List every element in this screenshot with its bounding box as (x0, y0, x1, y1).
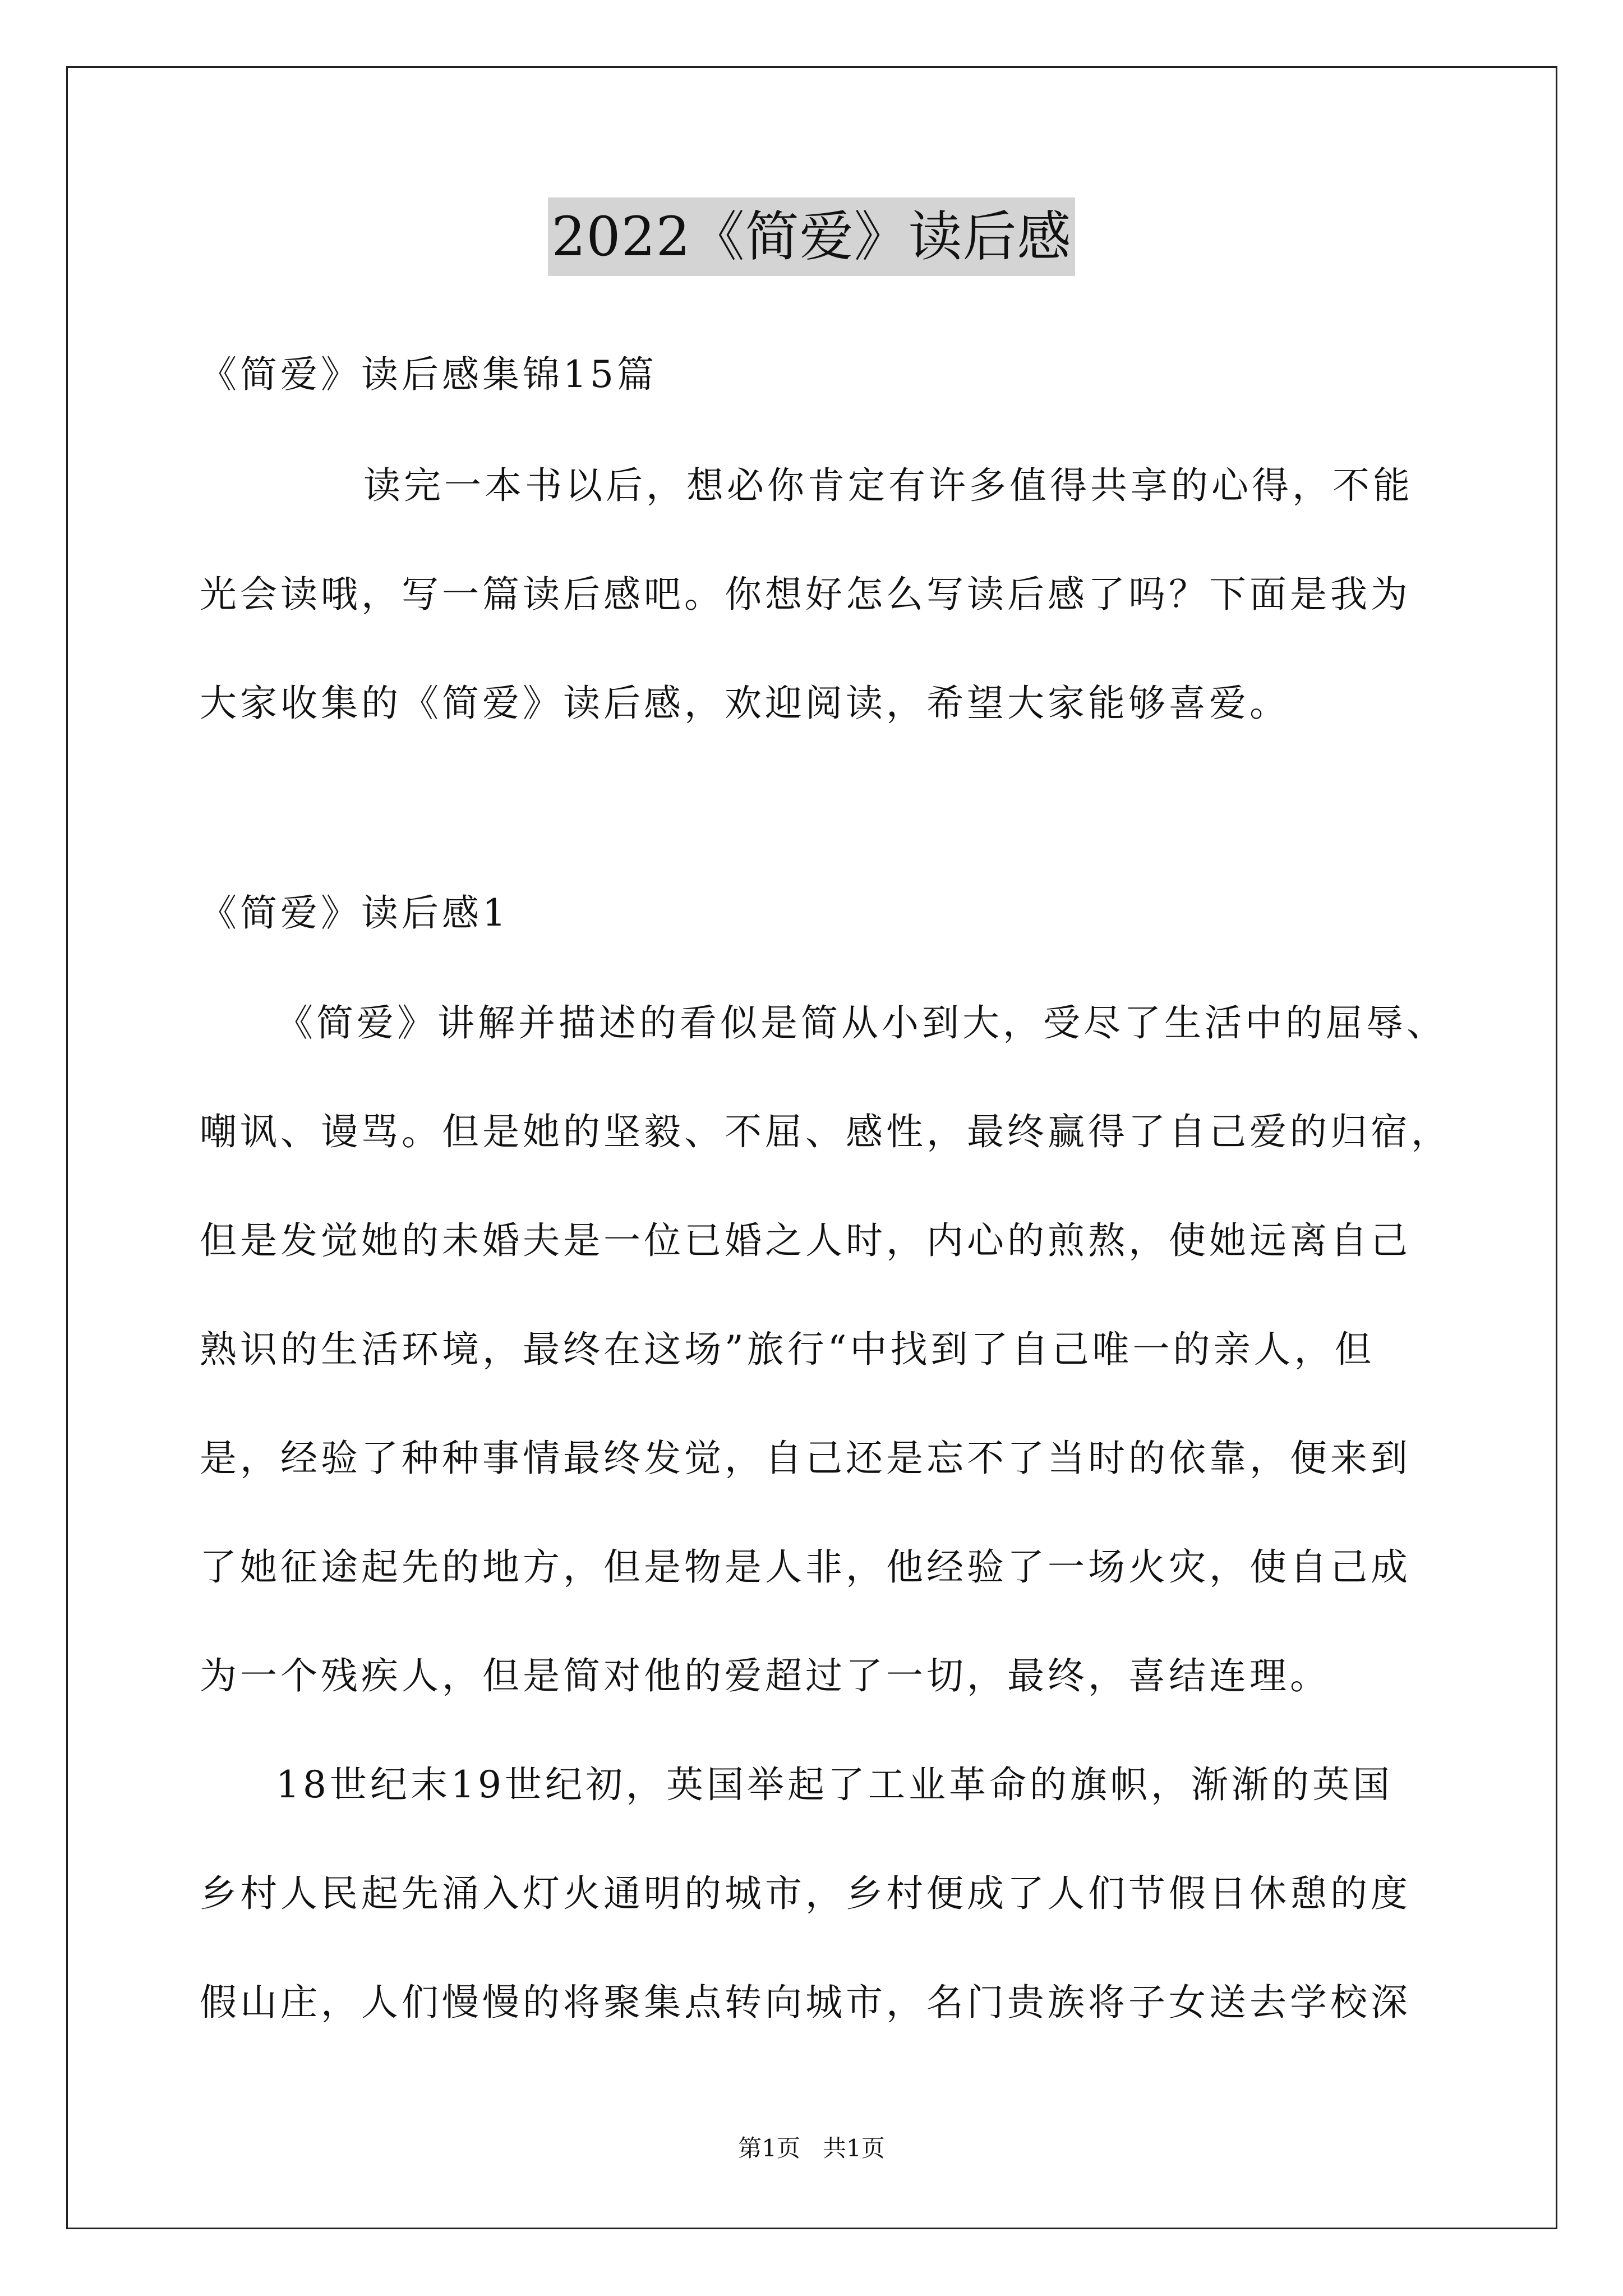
paragraph1-line-6: 了她征途起先的地方，但是物是人非，他经验了一场火灾，使自己成 (200, 1545, 1411, 1589)
paragraph1-line-4: 熟识的生活环境，最终在这场”旅行“中找到了自己唯一的亲人，但 (200, 1328, 1375, 1371)
paragraph2-line-2: 乡村人民起先涌入灯火通明的城市，乡村便成了人们节假日休憩的度 (200, 1872, 1411, 1915)
paragraph1-line-7: 为一个残疾人，但是简对他的爱超过了一切，最终，喜结连理。 (200, 1654, 1330, 1697)
paragraph1-line-3: 但是发觉她的未婚夫是一位已婚之人时，内心的煎熬，使她远离自己 (200, 1219, 1411, 1262)
paragraph2-line-3: 假山庄，人们慢慢的将聚集点转向城市，名门贵族将子女送去学校深 (200, 1981, 1411, 2024)
intro-line-2: 光会读哦，写一篇读后感吧。你想好怎么写读后感了吗？下面是我为 (200, 573, 1411, 616)
page-footer: 第1页 共1页 (738, 2134, 885, 2162)
paragraph1-line-5: 是，经验了种种事情最终发觉，自己还是忘不了当时的依靠，便来到 (200, 1437, 1411, 1480)
title-container (0, 197, 1623, 276)
paragraph1-line-2: 嘲讽、谩骂。但是她的坚毅、不屈、感性，最终赢得了自己爱的归宿， (200, 1110, 1451, 1153)
document-subtitle: 《简爱》读后感集锦15篇 (200, 353, 657, 396)
paragraph2-line-1: 18世纪末19世纪初，英国举起了工业革命的旗帜，渐渐的英国 (276, 1763, 1393, 1806)
paragraph1-line-1: 《简爱》讲解并描述的看似是简从小到大，受尽了生活中的屈辱、 (276, 1001, 1447, 1045)
intro-line-1: 读完一本书以后，想必你肯定有许多值得共享的心得，不能 (363, 464, 1413, 507)
document-title: 2022《简爱》读后感 (548, 197, 1075, 276)
section-heading: 《简爱》读后感1 (200, 891, 509, 935)
intro-line-3: 大家收集的《简爱》读后感，欢迎阅读，希望大家能够喜爱。 (200, 682, 1290, 725)
